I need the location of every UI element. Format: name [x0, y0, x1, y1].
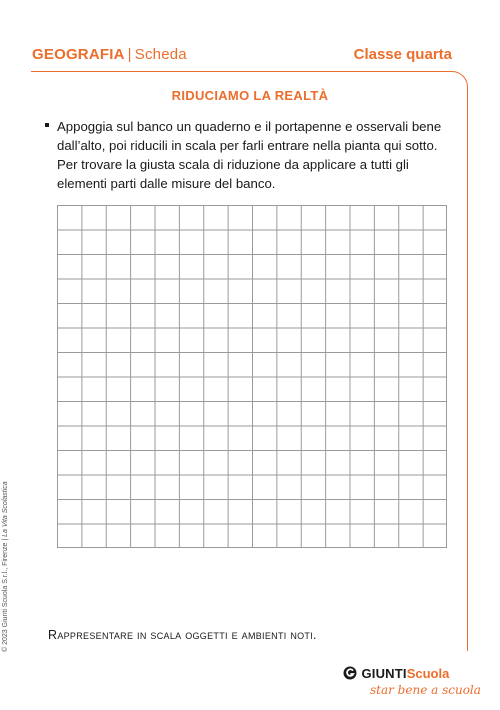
instruction-text: Appoggia sul banco un quaderno e il portapenne e osservali bene dall’alto, poi riducili in scala per farli entrare nella pianta qui sotto. Per trovare la giusta scala di riduzione da applicare a tutti gli elementi parti dalle misure del banco. — [57, 119, 442, 191]
logo-brand-giunti: GIUNTI — [361, 666, 407, 681]
copyright-notice — [2, 481, 9, 652]
page-title: RIDUCIAMO LA REALTÀ — [171, 88, 329, 103]
learning-objective: Rappresentare in scala oggetti e ambienti noti. — [48, 628, 317, 642]
header-separator: | — [127, 46, 132, 63]
logo-brand-scuola: Scuola — [406, 666, 450, 681]
drawing-grid[interactable] — [57, 205, 447, 548]
subject-label: GEOGRAFIA — [32, 46, 125, 63]
instruction-paragraph — [45, 117, 457, 193]
copyright-text: © 2023 Giunti Scuola S.r.l., Firenze | — [2, 536, 9, 652]
bullet-icon — [45, 123, 49, 127]
publication-name: La Vita Scolastica — [2, 481, 9, 537]
logo-tagline: star bene a scuola — [370, 683, 481, 697]
header-subject — [32, 46, 187, 63]
giunti-logo — [343, 665, 449, 683]
sheet-type-label: Scheda — [134, 46, 187, 63]
class-label: Classe quarta — [353, 46, 452, 63]
giunti-g-logo-icon — [343, 666, 357, 680]
